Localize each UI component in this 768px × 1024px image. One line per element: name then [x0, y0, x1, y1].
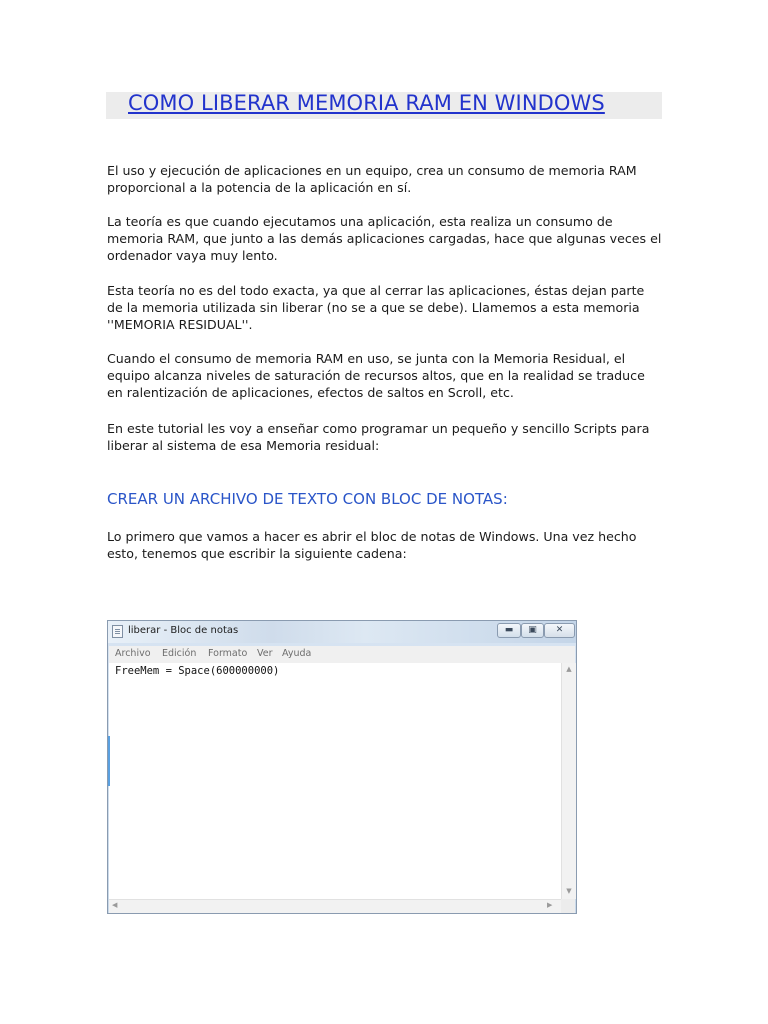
window-edge-highlight	[108, 736, 110, 786]
menu-ver[interactable]: Ver	[257, 648, 273, 659]
vertical-scrollbar[interactable]	[561, 663, 576, 899]
paragraph-5	[107, 420, 667, 454]
horizontal-scrollbar[interactable]	[109, 899, 561, 914]
paragraph-4	[107, 350, 667, 401]
paragraph-line: En este tutorial les voy a enseñar como programar un pequeño y sencillo Scripts para	[107, 421, 650, 436]
minimize-icon[interactable]: ▬	[497, 623, 521, 638]
scrollbar-corner	[561, 899, 575, 913]
notepad-icon	[112, 625, 123, 638]
notepad-window-title: liberar - Bloc de notas	[128, 625, 239, 636]
notepad-text-area[interactable]	[109, 663, 561, 899]
paragraph-line: en ralentización de aplicaciones, efectos de saltos en Scroll, etc.	[107, 385, 514, 400]
scroll-down-icon[interactable]: ▼	[566, 887, 572, 895]
scroll-right-icon[interactable]: ▶	[547, 901, 553, 909]
notepad-content: FreeMem = Space(600000000)	[115, 665, 280, 677]
section-heading: CREAR UN ARCHIVO DE TEXTO CON BLOC DE NOTAS:	[107, 490, 508, 508]
menu-formato[interactable]: Formato	[208, 648, 248, 659]
paragraph-line: Cuando el consumo de memoria RAM en uso, se junta con la Memoria Residual, el	[107, 351, 626, 366]
paragraph-1	[107, 162, 667, 196]
paragraph-line: esto, tenemos que escribir la siguiente cadena:	[107, 546, 407, 561]
close-icon[interactable]: ✕	[544, 623, 575, 638]
paragraph-line: liberar al sistema de esa Memoria residual:	[107, 438, 380, 453]
paragraph-line: proporcional a la potencia de la aplicación en sí.	[107, 180, 412, 195]
paragraph-line: equipo alcanza niveles de saturación de recursos altos, que en la realidad se traduce	[107, 368, 645, 383]
notepad-menubar	[109, 646, 575, 664]
scroll-left-icon[interactable]: ◀	[112, 901, 118, 909]
paragraph-line: Lo primero que vamos a hacer es abrir el bloc de notas de Windows. Una vez hecho	[107, 529, 637, 544]
maximize-icon[interactable]: ▣	[521, 623, 544, 638]
paragraph-line: ''MEMORIA RESIDUAL''.	[107, 317, 253, 332]
paragraph-line: de la memoria utilizada sin liberar (no se a que se debe). Llamemos a esta memoria	[107, 300, 640, 315]
scroll-up-icon[interactable]: ▲	[566, 665, 572, 673]
menu-ayuda[interactable]: Ayuda	[282, 648, 312, 659]
document-title: COMO LIBERAR MEMORIA RAM EN WINDOWS	[128, 91, 605, 115]
menu-archivo[interactable]: Archivo	[115, 648, 151, 659]
paragraph-2	[107, 213, 667, 264]
paragraph-line: memoria RAM, que junto a las demás aplicaciones cargadas, hace que algunas veces el	[107, 231, 662, 246]
notepad-screenshot	[107, 620, 577, 914]
paragraph-line: ordenador vaya muy lento.	[107, 248, 278, 263]
paragraph-6	[107, 528, 667, 562]
paragraph-line: El uso y ejecución de aplicaciones en un equipo, crea un consumo de memoria RAM	[107, 163, 637, 178]
menu-edicion[interactable]: Edición	[162, 648, 197, 659]
paragraph-line: Esta teoría no es del todo exacta, ya que al cerrar las aplicaciones, éstas dejan parte	[107, 283, 645, 298]
paragraph-line: La teoría es que cuando ejecutamos una aplicación, esta realiza un consumo de	[107, 214, 613, 229]
paragraph-3	[107, 282, 667, 333]
notepad-titlebar	[108, 621, 576, 643]
